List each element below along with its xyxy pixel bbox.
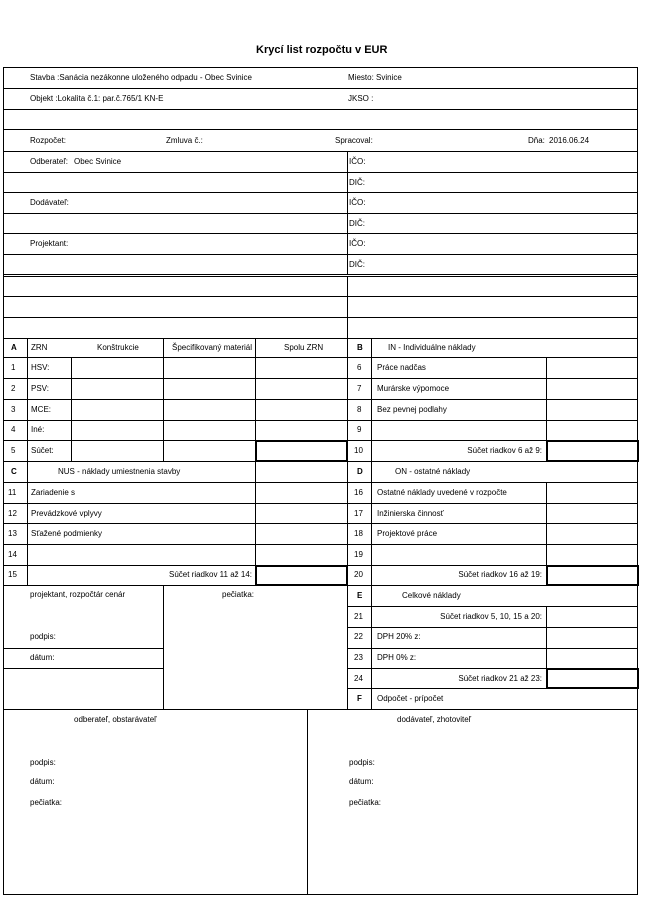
jkso-field: JKSO : xyxy=(348,94,374,103)
row-label: Súčet riadkov 5, 10, 15 a 20: xyxy=(440,612,542,621)
section-b-title: IN - Individuálne náklady xyxy=(388,343,476,352)
row-number: 13 xyxy=(8,529,17,538)
row-label: Zariadenie s xyxy=(31,488,76,497)
row-number: 24 xyxy=(354,674,363,683)
row-label: MCE: xyxy=(31,405,51,414)
section-c-letter: C xyxy=(11,467,17,476)
ico-label: IČO: xyxy=(349,198,366,207)
sum-label: Súčet riadkov 21 až 23: xyxy=(458,674,542,683)
row-label: Súčet: xyxy=(31,446,54,455)
projektant-sign-label: projektant, rozpočtár cenár xyxy=(30,590,126,599)
row-label: DPH 0% z: xyxy=(377,653,417,662)
row-number: 16 xyxy=(354,488,363,497)
odberatel-sign-label: odberateľ, obstarávateľ xyxy=(74,715,157,724)
row-label: Práce nadčas xyxy=(377,363,426,372)
dodavatel-sign-label: dodávateľ, zhotoviteľ xyxy=(397,715,472,724)
projektant-label: Projektant: xyxy=(30,239,69,248)
section-a-letter: A xyxy=(11,343,17,352)
col-zrn: ZRN xyxy=(31,343,48,352)
sum-label: Súčet riadkov 11 až 14: xyxy=(168,570,252,579)
dic-label: DIČ: xyxy=(349,178,365,187)
row-label: HSV: xyxy=(31,363,50,372)
sum-box-d xyxy=(546,565,639,586)
miesto-field: Miesto: Svinice xyxy=(348,73,402,82)
odberatel-label: Odberateľ: xyxy=(30,157,68,166)
row-number: 6 xyxy=(357,363,362,372)
datum-label: dátum: xyxy=(30,653,55,662)
section-d-letter: D xyxy=(357,467,363,476)
dna-value: 2016.06.24 xyxy=(549,136,590,145)
row-number: 17 xyxy=(354,509,363,518)
spracoval-label: Spracoval: xyxy=(335,136,373,145)
row-number: 23 xyxy=(354,653,363,662)
row-number: 11 xyxy=(8,488,17,497)
row-label: Murárske výpomoce xyxy=(377,384,450,393)
row-number: 10 xyxy=(354,446,363,455)
row-number: 9 xyxy=(357,425,362,434)
section-d-title: ON - ostatné náklady xyxy=(395,467,471,476)
row-label: Inžinierska činnosť xyxy=(377,509,444,518)
peciatka-label: pečiatka: xyxy=(30,798,63,807)
page-title: Krycí list rozpočtu v EUR xyxy=(256,44,388,56)
stavba-field: Stavba :Sanácia nezákonne uloženého odpadu - Obec Svinice xyxy=(30,73,252,82)
row-number: 18 xyxy=(354,529,363,538)
dodavatel-label: Dodávateľ: xyxy=(30,198,69,207)
sum-box-a xyxy=(255,440,348,462)
col-material: Špecifikovaný materiál xyxy=(172,343,253,352)
row-label: Prevádzkové vplyvy xyxy=(31,509,102,518)
row-number: 2 xyxy=(11,384,16,393)
section-f-title: Odpočet - prípočet xyxy=(377,694,444,703)
row-number: 8 xyxy=(357,405,362,414)
row-label: PSV: xyxy=(31,384,49,393)
row-number: 22 xyxy=(354,632,363,641)
row-number: 15 xyxy=(8,570,17,579)
sum-box-b xyxy=(546,440,639,462)
dic-label: DIČ: xyxy=(349,260,365,269)
row-number: 14 xyxy=(8,550,17,559)
row-number: 3 xyxy=(11,405,16,414)
peciatka-label: pečiatka: xyxy=(222,590,255,599)
dic-label: DIČ: xyxy=(349,219,365,228)
podpis-label: podpis: xyxy=(349,758,375,767)
ico-label: IČO: xyxy=(349,157,366,166)
datum-label: dátum: xyxy=(349,777,374,786)
col-konstrukcie: Konštrukcie xyxy=(97,343,139,352)
row-number: 4 xyxy=(11,425,16,434)
section-c-title: NUS - náklady umiestnenia stavby xyxy=(58,467,181,476)
row-number: 21 xyxy=(354,612,363,621)
row-label: Ostatné náklady uvedené v rozpočte xyxy=(377,488,507,497)
row-number: 1 xyxy=(11,363,16,372)
section-b-letter: B xyxy=(357,343,363,352)
podpis-label: podpis: xyxy=(30,632,56,641)
section-e-title: Celkové náklady xyxy=(402,591,461,600)
peciatka-label: pečiatka: xyxy=(349,798,382,807)
objekt-field: Objekt :Lokalita č.1: par.č.765/1 KN-E xyxy=(30,94,164,103)
zmluva-label: Zmluva č.: xyxy=(166,136,203,145)
dna-label: Dňa: xyxy=(528,136,545,145)
podpis-label: podpis: xyxy=(30,758,56,767)
col-spolu: Spolu ZRN xyxy=(284,343,324,352)
sum-label: Súčet riadkov 6 až 9: xyxy=(467,446,542,455)
row-label: DPH 20% z: xyxy=(377,632,421,641)
sum-box-c xyxy=(255,565,348,586)
row-label: Iné: xyxy=(31,425,45,434)
odberatel-value: Obec Svinice xyxy=(74,157,122,166)
sum-label: Súčet riadkov 16 až 19: xyxy=(458,570,542,579)
row-number: 7 xyxy=(357,384,362,393)
row-label: Sťažené podmienky xyxy=(31,529,103,538)
section-f-letter: F xyxy=(357,694,362,703)
ico-label: IČO: xyxy=(349,239,366,248)
row-label: Bez pevnej podlahy xyxy=(377,405,447,414)
row-number: 5 xyxy=(11,446,16,455)
row-number: 20 xyxy=(354,570,363,579)
row-label: Projektové práce xyxy=(377,529,438,538)
row-number: 19 xyxy=(354,550,363,559)
row-number: 12 xyxy=(8,509,17,518)
sum-box-e xyxy=(546,668,639,689)
rozpocet-label: Rozpočet: xyxy=(30,136,67,145)
datum-label: dátum: xyxy=(30,777,55,786)
section-e-letter: E xyxy=(357,591,363,600)
